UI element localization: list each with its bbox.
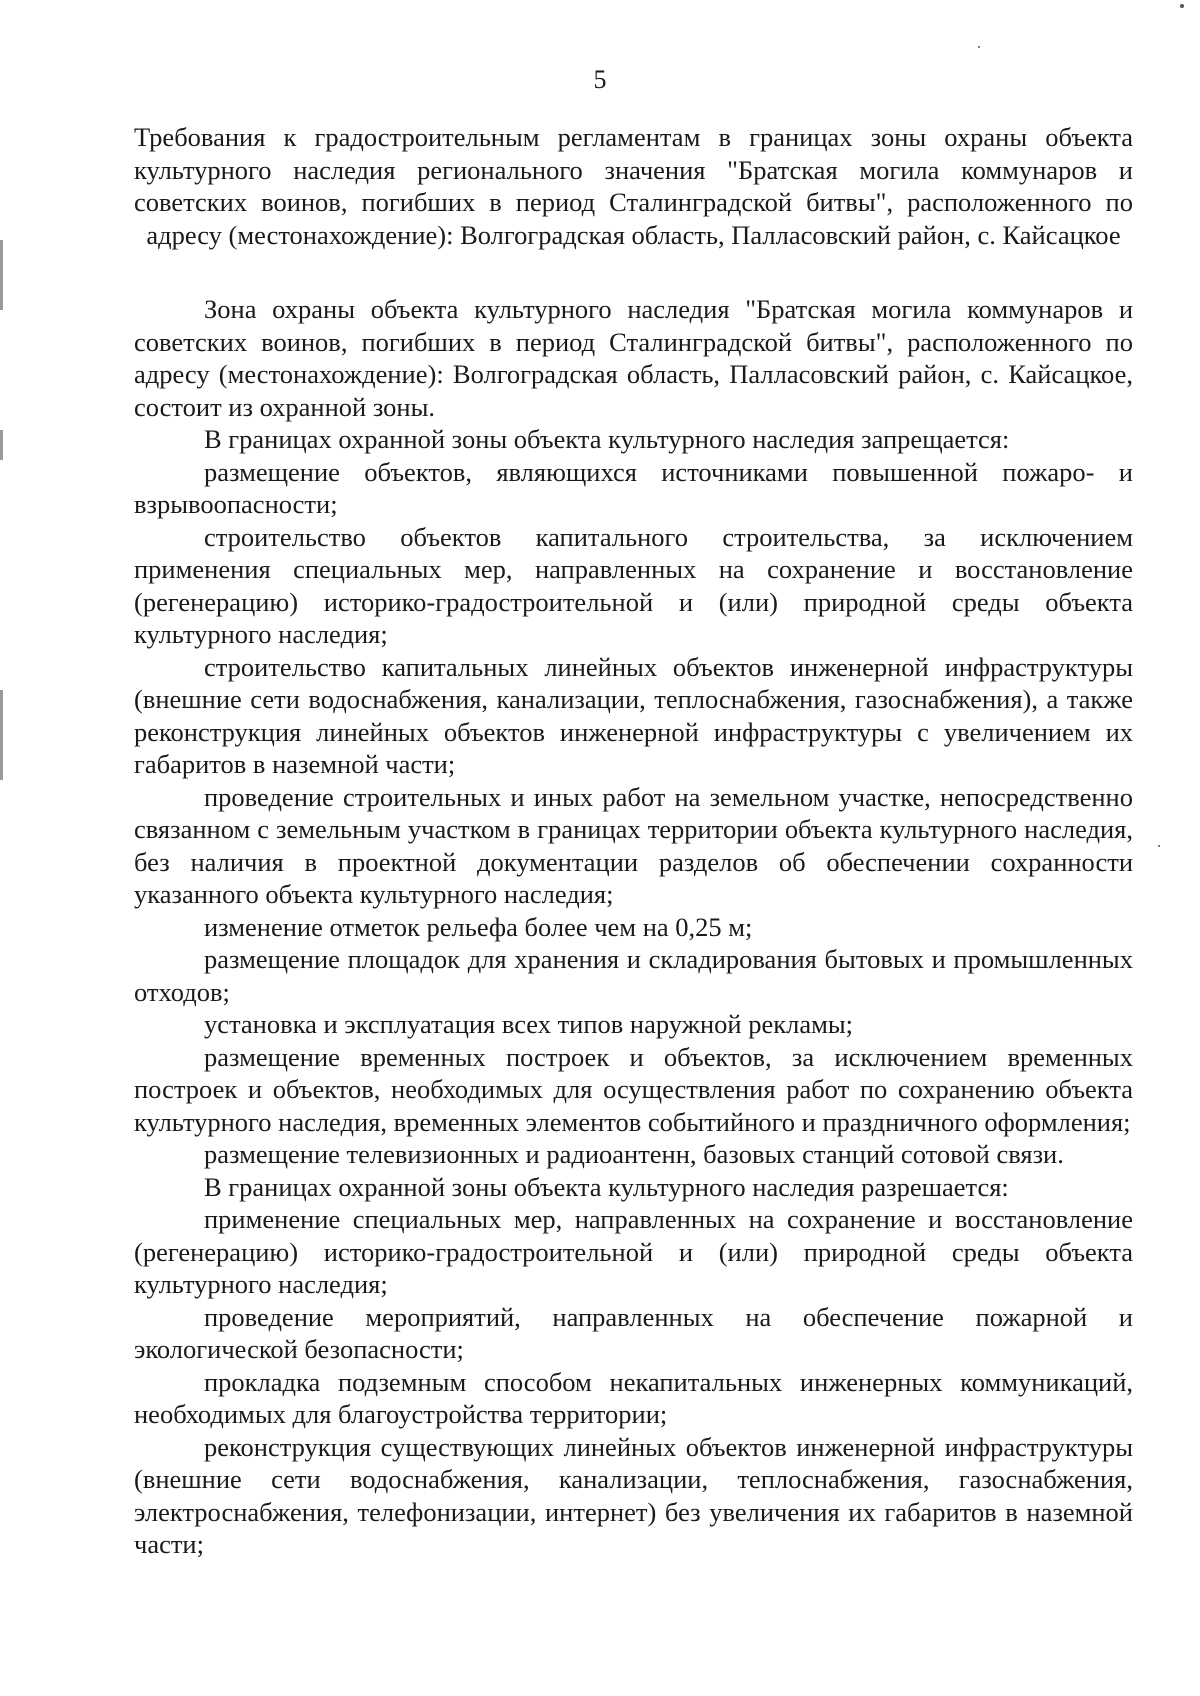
list-item-prohibited: установка и эксплуатация всех типов наружной рекламы; <box>204 1009 854 1039</box>
list-item-permitted: прокладка подземным способом некапитальных инженерных коммуникаций, необходимых для благоустройства территории; <box>134 1366 1133 1429</box>
list-item-prohibited: размещение площадок для хранения и складирования бытовых и промышленных отходов; <box>134 944 1133 1007</box>
scan-edge-mark <box>0 430 3 460</box>
paragraph-prohibited-intro: В границах охранной зоны объекта культурного наследия запрещается: <box>204 424 1010 454</box>
list-item-prohibited: размещение временных построек и объектов, за исключением временных построек и объектов, необходимых для осуществления работ по сохранению объекта культурного наследия, временных элементов событийного и праздничного оформления; <box>134 1041 1133 1137</box>
list-item-permitted: проведение мероприятий, направленных на обеспечение пожарной и экологической безопасности; <box>134 1301 1133 1364</box>
document-body <box>134 121 1133 1561</box>
page-number: 5 <box>593 65 607 94</box>
list-item-permitted: реконструкция существующих линейных объектов инженерной инфраструктуры (внешние сети водоснабжения, канализации, теплоснабжения, газоснабжения, электроснабжения, телефонизации, интернет) без увеличения их габаритов в наземной части; <box>134 1431 1133 1559</box>
list-item-prohibited: изменение отметок рельефа более чем на 0,25 м; <box>204 911 753 942</box>
list-item-prohibited: размещение объектов, являющихся источниками повышенной пожаро- и взрывоопасности; <box>134 456 1133 519</box>
list-item-permitted: применение специальных мер, направленных на сохранение и восстановление (регенерацию) историко-градостроительной и (или) природной среды объекта культурного наследия; <box>134 1204 1133 1299</box>
scan-speck <box>1180 4 1184 8</box>
scan-edge-mark <box>0 240 3 310</box>
scan-speck <box>1158 845 1160 847</box>
list-item-prohibited: размещение телевизионных и радиоантенн, базовых станций сотовой связи. <box>204 1139 1064 1169</box>
list-item-prohibited: проведение строительных и иных работ на земельном участке, непосредственно связанном с земельным участком в границах территории объекта культурного наследия, без наличия в проектной документации разделов об обеспечении сохранности указанного объекта культурного наследия; <box>134 781 1133 909</box>
paragraph-permitted-intro: В границах охранной зоны объекта культурного наследия разрешается: <box>204 1171 1009 1202</box>
scan-speck <box>978 46 980 48</box>
list-item-prohibited: строительство капитальных линейных объектов инженерной инфраструктуры (внешние сети водоснабжения, канализации, теплоснабжения, газоснабжения), а также реконструкция линейных объектов инженерной инфраструктуры с увеличением их габаритов в наземной части; <box>134 651 1133 779</box>
paragraph-zone-definition: Зона охраны объекта культурного наследия "Братская могила коммунаров и советских воинов, погибших в период Сталинградской битвы", расположенного по адресу (местонахождение): Волгоградская область, Палласовский район, с. Кайсацкое, состоит из охранной зоны. <box>134 294 1133 422</box>
list-item-prohibited: строительство объектов капитального строительства, за исключением применения специальных мер, направленных на сохранение и восстановление (регенерацию) историко-градостроительной и (или) природной среды объекта культурного наследия; <box>134 521 1133 649</box>
document-heading: Требования к градостроительным регламентам в границах зоны охраны объекта культурного наследия регионального значения "Братская могила коммунаров и советских воинов, погибших в период Сталинградской битвы", расположенного по адресу (местонахождение): Волгоградская область, Палласовский район, с. Кайсацкое <box>134 122 1133 250</box>
heading-spacer <box>134 251 1133 293</box>
scan-edge-mark <box>0 690 3 780</box>
